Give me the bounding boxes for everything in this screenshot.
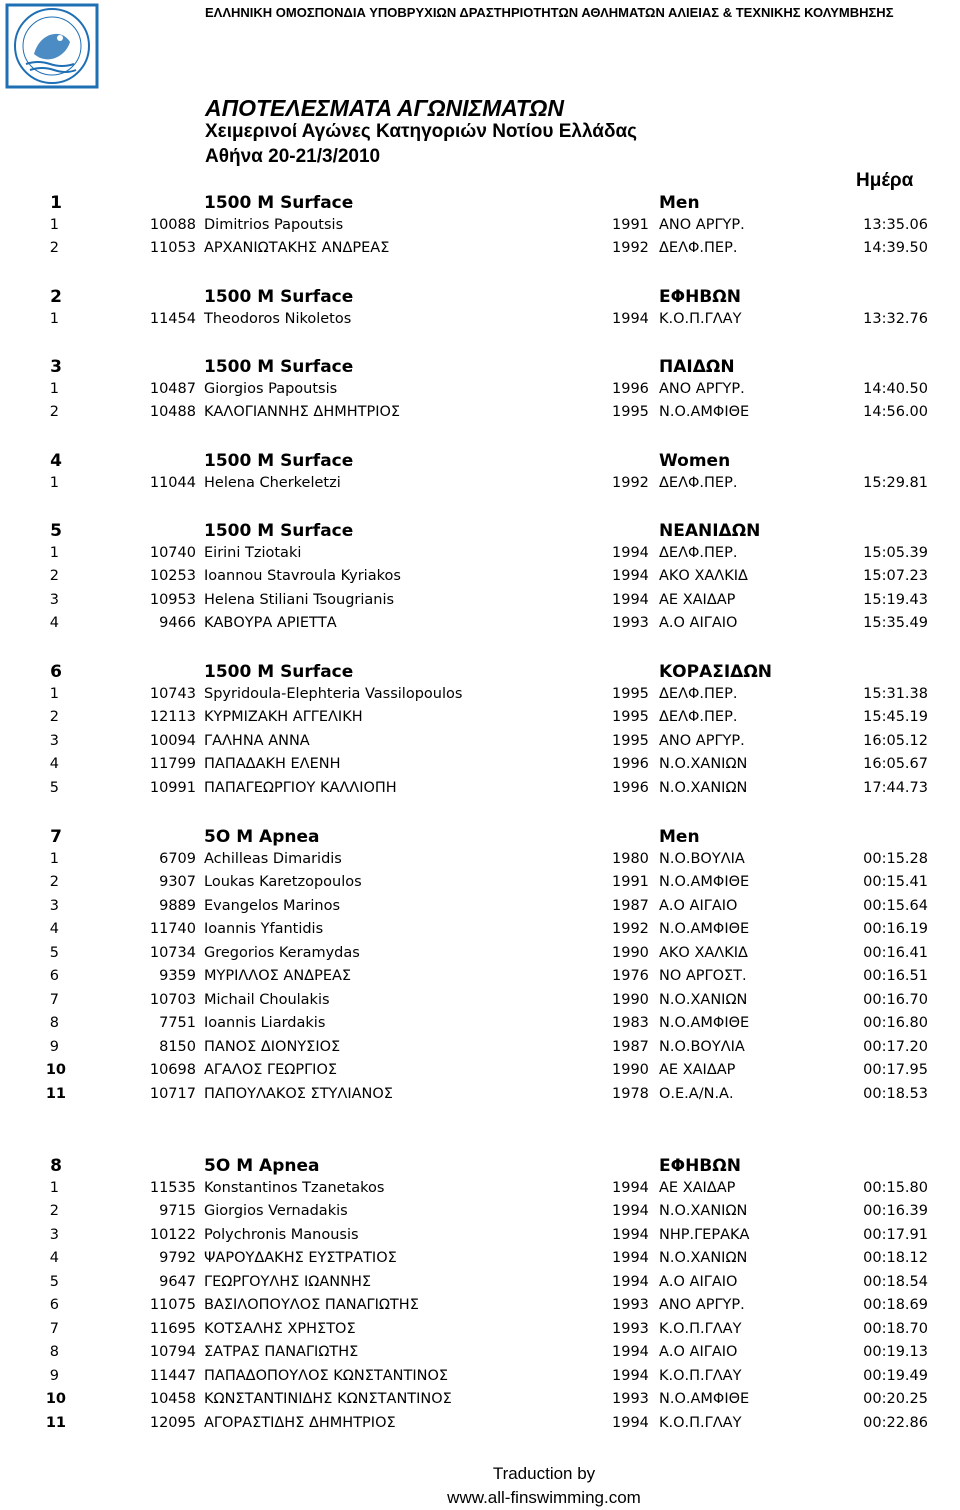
page-title: ΑΠΟΤΕΛΕΣΜΑΤΑ ΑΓΩΝΙΣΜΑΤΩΝ [205,95,564,121]
result-position: 4 [49,615,59,631]
event-category: ΕΦΗΒΩΝ [659,287,741,307]
result-year: 1995 [612,404,649,420]
event-header [0,1156,960,1178]
result-year: 1996 [612,780,649,796]
result-name: ΚΟΤΣΑΛΗΣ ΧΡΗΣΤΟΣ [204,1321,356,1337]
result-name: Loukas Karetzopoulos [204,874,362,890]
result-time: 00:18.53 [863,1086,928,1102]
event-name: 1500 M Surface [204,451,354,471]
result-year: 1994 [612,545,649,561]
result-time: 15:05.39 [863,545,928,561]
result-club: Ν.Ο.ΒΟΥΛΙΑ [659,1039,745,1055]
result-license: 7751 [159,1015,196,1031]
day-label: Ημέρα [856,170,914,191]
result-club: Ν.Ο.ΑΜΦΙΘΕ [659,1015,750,1031]
result-license: 12113 [149,709,196,725]
result-position: 6 [49,968,59,984]
event-category: Men [659,193,700,213]
result-club: ΑΕ ΧΑΙΔΑΡ [659,1062,736,1078]
result-name: ΓΕΩΡΓΟΥΛΗΣ ΙΩΑΝΝΗΣ [204,1274,372,1290]
place-value: Αθήνα 20-21/3/2010 [205,146,381,167]
result-year: 1994 [612,1344,649,1360]
event-header [0,451,960,473]
result-row [0,1368,960,1390]
result-license: 10487 [149,381,196,397]
result-year: 1994 [612,568,649,584]
result-row [0,968,960,990]
result-name: ΚΑΛΟΓΙΑΝΝΗΣ ΔΗΜΗΤΡΙΟΣ [204,404,401,420]
result-position: 1 [49,686,59,702]
result-row [0,1180,960,1202]
result-club: Κ.Ο.Π.ΓΛΑΥ [659,1321,742,1337]
result-position: 10 [45,1062,66,1078]
result-year: 1993 [612,1391,649,1407]
result-license: 8150 [159,1039,196,1055]
result-time: 15:19.43 [863,592,928,608]
result-club: Ν.Ο.ΑΜΦΙΘΕ [659,404,750,420]
result-name: ΚΥΡΜΙΖΑΚΗ ΑΓΓΕΛΙΚΗ [204,709,363,725]
result-name: ΠΑΝΟΣ ΔΙΟΝΥΣΙΟΣ [204,1039,341,1055]
result-name: ΓΑΛΗΝΑ ΑΝΝΑ [204,733,310,749]
event-number: 5 [50,521,62,541]
result-position: 11 [45,1415,66,1431]
result-license: 10953 [149,592,196,608]
result-row [0,545,960,567]
result-license: 10734 [149,945,196,961]
result-year: 1990 [612,945,649,961]
result-license: 10458 [149,1391,196,1407]
event-number: 7 [50,827,62,847]
result-name: Ioannis Liardakis [204,1015,326,1031]
result-time: 00:15.28 [863,851,928,867]
result-position: 11 [45,1086,66,1102]
result-license: 10094 [149,733,196,749]
result-name: ΚΑΒΟΥΡΑ ΑΡΙΕΤΤΑ [204,615,337,631]
result-club: Ν.Ο.ΧΑΝΙΩΝ [659,1250,748,1266]
result-name: Helena Cherkeletzi [204,475,341,491]
result-name: ΑΡΧΑΝΙΩΤΑΚΗΣ ΑΝΔΡΕΑΣ [204,240,390,256]
federation-name: ΕΛΛΗΝΙΚΗ ΟΜΟΣΠΟΝΔΙΑ ΥΠΟΒΡΥΧΙΩΝ ΔΡΑΣΤΗΡΙΟΤΗΤΩΝ ΑΘΛΗΜΑΤΩΝ ΑΛΙΕΙΑΣ & ΤΕΧΝΙΚΗΣ ΚΟΛΥΜΒΗΣΗΣ [205,5,894,20]
result-year: 1996 [612,756,649,772]
result-row [0,240,960,262]
result-license: 11075 [149,1297,196,1313]
result-position: 3 [49,733,59,749]
result-row [0,592,960,614]
result-row [0,1227,960,1249]
event-header [0,521,960,543]
result-position: 5 [49,780,59,796]
result-club: Ν.Ο.ΧΑΝΙΩΝ [659,992,748,1008]
result-license: 10740 [149,545,196,561]
result-position: 8 [49,1015,59,1031]
result-year: 1996 [612,381,649,397]
event-category: Men [659,827,700,847]
result-position: 2 [49,874,59,890]
result-club: Α.Ο ΑΙΓΑΙΟ [659,615,738,631]
result-time: 13:35.06 [863,217,928,233]
result-license: 11447 [149,1368,196,1384]
result-license: 11053 [149,240,196,256]
result-year: 1980 [612,851,649,867]
result-name: Spyridoula-Elephteria Vassilopoulos [204,686,463,702]
result-row [0,475,960,497]
result-name: Evangelos Marinos [204,898,341,914]
organizer-value: Χειμερινοί Αγώνες Κατηγοριών Νοτίου Ελλάδας [205,121,638,142]
event-category: ΚΟΡΑΣΙΔΩΝ [659,662,773,682]
result-row [0,615,960,637]
result-row [0,851,960,873]
result-row [0,217,960,239]
result-row [0,1039,960,1061]
result-name: Helena Stiliani Tsougrianis [204,592,395,608]
result-license: 9359 [159,968,196,984]
result-row [0,874,960,896]
result-license: 10488 [149,404,196,420]
event-header [0,357,960,379]
result-name: ΜΥΡΙΛΛΟΣ ΑΝΔΡΕΑΣ [204,968,352,984]
result-name: ΑΓΑΛΟΣ ΓΕΩΡΓΙΟΣ [204,1062,338,1078]
result-license: 9307 [159,874,196,890]
result-time: 00:18.70 [863,1321,928,1337]
result-position: 1 [49,381,59,397]
result-position: 7 [49,992,59,1008]
result-name: Ioannou Stavroula Kyriakos [204,568,401,584]
result-time: 00:16.70 [863,992,928,1008]
result-license: 10122 [149,1227,196,1243]
result-time: 00:16.19 [863,921,928,937]
result-license: 12095 [149,1415,196,1431]
result-name: ΑΓΟΡΑΣΤΙΔΗΣ ΔΗΜΗΤΡΙΟΣ [204,1415,396,1431]
result-row [0,1062,960,1084]
result-row [0,733,960,755]
result-position: 4 [49,756,59,772]
event-name: 5O M Apnea [204,827,320,847]
result-year: 1987 [612,1039,649,1055]
result-year: 1995 [612,709,649,725]
result-time: 00:19.49 [863,1368,928,1384]
result-name: ΨΑΡΟΥΔΑΚΗΣ ΕΥΣΤΡΑΤΙΟΣ [204,1250,397,1266]
result-year: 1991 [612,217,649,233]
result-time: 00:16.39 [863,1203,928,1219]
result-position: 1 [49,217,59,233]
result-position: 3 [49,592,59,608]
result-club: Α.Ο ΑΙΓΑΙΟ [659,1274,738,1290]
result-club: ΑΕ ΧΑΙΔΑΡ [659,1180,736,1196]
result-time: 00:17.20 [863,1039,928,1055]
result-year: 1991 [612,874,649,890]
event-header [0,287,960,309]
result-row [0,921,960,943]
result-row [0,709,960,731]
result-time: 15:35.49 [863,615,928,631]
result-license: 10253 [149,568,196,584]
result-time: 14:40.50 [863,381,928,397]
result-license: 10088 [149,217,196,233]
result-license: 11454 [149,311,196,327]
result-time: 15:07.23 [863,568,928,584]
result-row [0,686,960,708]
result-name: Konstantinos Tzanetakos [204,1180,385,1196]
result-time: 00:15.64 [863,898,928,914]
result-license: 9889 [159,898,196,914]
footer-website: www.all-finswimming.com [447,1488,641,1507]
result-license: 10717 [149,1086,196,1102]
result-license: 11044 [149,475,196,491]
result-position: 3 [49,1227,59,1243]
result-year: 1994 [612,1274,649,1290]
result-club: Κ.Ο.Π.ΓΛΑΥ [659,1368,742,1384]
result-club: Ν.Ο.ΑΜΦΙΘΕ [659,921,750,937]
result-license: 9715 [159,1203,196,1219]
result-position: 2 [49,404,59,420]
result-position: 1 [49,1180,59,1196]
result-row [0,1203,960,1225]
result-time: 00:15.41 [863,874,928,890]
result-year: 1995 [612,733,649,749]
result-name: Ioannis Yfantidis [204,921,324,937]
result-time: 00:16.80 [863,1015,928,1031]
result-license: 11740 [149,921,196,937]
result-time: 00:16.51 [863,968,928,984]
result-time: 14:39.50 [863,240,928,256]
event-header [0,193,960,215]
result-name: Gregorios Keramydas [204,945,360,961]
result-license: 9792 [159,1250,196,1266]
result-license: 11535 [149,1180,196,1196]
result-club: ΔΕΛΦ.ΠΕΡ. [659,709,738,725]
event-name: 1500 M Surface [204,357,354,377]
result-time: 16:05.12 [863,733,928,749]
event-name: 1500 M Surface [204,193,354,213]
event-category: ΠΑΙΔΩΝ [659,357,735,377]
result-club: ΔΕΛΦ.ΠΕΡ. [659,240,738,256]
result-club: Α.Ο ΑΙΓΑΙΟ [659,898,738,914]
event-header [0,662,960,684]
result-position: 1 [49,851,59,867]
result-club: ΔΕΛΦ.ΠΕΡ. [659,475,738,491]
result-club: Ν.Ο.ΑΜΦΙΘΕ [659,1391,750,1407]
result-row [0,568,960,590]
result-position: 1 [49,545,59,561]
result-license: 9647 [159,1274,196,1290]
result-year: 1995 [612,686,649,702]
result-row [0,945,960,967]
result-name: Achilleas Dimaridis [204,851,342,867]
result-year: 1993 [612,1297,649,1313]
result-year: 1978 [612,1086,649,1102]
result-name: ΠΑΠΑΔΑΚΗ ΕΛΕΝΗ [204,756,341,772]
result-position: 5 [49,945,59,961]
result-year: 1992 [612,475,649,491]
result-row [0,381,960,403]
result-year: 1992 [612,240,649,256]
event-number: 4 [50,451,62,471]
event-number: 8 [50,1156,62,1176]
result-club: ΑΚΟ ΧΑΛΚΙΔ [659,568,748,584]
result-club: ΑΝΟ ΑΡΓΥΡ. [659,381,745,397]
result-year: 1993 [612,615,649,631]
result-time: 15:29.81 [863,475,928,491]
result-name: Eirini Tziotaki [204,545,302,561]
event-header [0,827,960,849]
result-name: ΠΑΠΑΓΕΩΡΓΙΟΥ ΚΑΛΛΙΟΠΗ [204,780,397,796]
result-year: 1994 [612,1368,649,1384]
result-club: Κ.Ο.Π.ΓΛΑΥ [659,1415,742,1431]
result-position: 2 [49,1203,59,1219]
result-year: 1994 [612,1250,649,1266]
result-club: ΑΚΟ ΧΑΛΚΙΔ [659,945,748,961]
result-time: 00:18.12 [863,1250,928,1266]
event-name: 1500 M Surface [204,662,354,682]
result-year: 1987 [612,898,649,914]
result-year: 1994 [612,592,649,608]
result-position: 7 [49,1321,59,1337]
result-club: Ν.Ο.ΧΑΝΙΩΝ [659,1203,748,1219]
result-row [0,1274,960,1296]
result-time: 00:22.86 [863,1415,928,1431]
result-row [0,1415,960,1437]
result-row [0,311,960,333]
result-club: ΑΝΟ ΑΡΓΥΡ. [659,733,745,749]
result-time: 15:31.38 [863,686,928,702]
result-row [0,1250,960,1272]
result-club: Ν.Ο.ΑΜΦΙΘΕ [659,874,750,890]
result-year: 1992 [612,921,649,937]
result-name: ΚΩΝΣΤΑΝΤΙΝΙΔΗΣ ΚΩΝΣΤΑΝΤΙΝΟΣ [204,1391,452,1407]
result-time: 00:18.69 [863,1297,928,1313]
result-time: 00:17.91 [863,1227,928,1243]
result-name: Theodoros Nikoletos [204,311,352,327]
result-club: ΔΕΛΦ.ΠΕΡ. [659,686,738,702]
result-position: 9 [49,1368,59,1384]
result-row [0,898,960,920]
result-row [0,1086,960,1108]
result-time: 00:17.95 [863,1062,928,1078]
result-name: ΣΑΤΡΑΣ ΠΑΝΑΓΙΩΤΗΣ [204,1344,359,1360]
event-name: 1500 M Surface [204,287,354,307]
event-name: 1500 M Surface [204,521,354,541]
result-position: 2 [49,568,59,584]
result-position: 3 [49,898,59,914]
result-time: 00:19.13 [863,1344,928,1360]
result-license: 10703 [149,992,196,1008]
result-year: 1994 [612,1415,649,1431]
result-year: 1993 [612,1321,649,1337]
result-year: 1976 [612,968,649,984]
event-category: ΕΦΗΒΩΝ [659,1156,741,1176]
result-position: 1 [49,475,59,491]
event-number: 1 [50,193,62,213]
result-position: 2 [49,709,59,725]
result-row [0,404,960,426]
result-time: 00:20.25 [863,1391,928,1407]
result-club: Κ.Ο.Π.ΓΛΑΥ [659,311,742,327]
result-row [0,1297,960,1319]
result-time: 13:32.76 [863,311,928,327]
event-number: 2 [50,287,62,307]
result-row [0,780,960,802]
result-position: 4 [49,921,59,937]
result-club: ΑΝΟ ΑΡΓΥΡ. [659,217,745,233]
result-license: 9466 [159,615,196,631]
result-year: 1994 [612,1227,649,1243]
result-club: ΝΗΡ.ΓΕΡΑΚΑ [659,1227,750,1243]
event-name: 5O M Apnea [204,1156,320,1176]
result-name: Polychronis Manousis [204,1227,359,1243]
result-club: Ο.Ε.Α/Ν.Α. [659,1086,734,1102]
result-position: 2 [49,240,59,256]
result-name: ΒΑΣΙΛΟΠΟΥΛΟΣ ΠΑΝΑΓΙΩΤΗΣ [204,1297,419,1313]
result-time: 14:56.00 [863,404,928,420]
event-category: ΝΕΑΝΙΔΩΝ [659,521,761,541]
result-position: 6 [49,1297,59,1313]
result-name: Michail Choulakis [204,992,330,1008]
result-license: 10698 [149,1062,196,1078]
result-club: Ν.Ο.ΧΑΝΙΩΝ [659,780,748,796]
result-year: 1990 [612,992,649,1008]
result-year: 1994 [612,311,649,327]
result-name: Dimitrios Papoutsis [204,217,344,233]
result-time: 00:16.41 [863,945,928,961]
result-license: 6709 [159,851,196,867]
result-club: ΔΕΛΦ.ΠΕΡ. [659,545,738,561]
result-name: Giorgios Papoutsis [204,381,338,397]
event-number: 3 [50,357,62,377]
footer-translation-credit: Traduction by [492,1464,596,1483]
event-category: Women [659,451,731,471]
result-year: 1994 [612,1203,649,1219]
result-name: Giorgios Vernadakis [204,1203,348,1219]
result-row [0,1344,960,1366]
result-time: 17:44.73 [863,780,928,796]
result-year: 1983 [612,1015,649,1031]
result-time: 15:45.19 [863,709,928,725]
result-row [0,1015,960,1037]
result-time: 00:15.80 [863,1180,928,1196]
result-row [0,992,960,1014]
result-time: 00:18.54 [863,1274,928,1290]
result-position: 10 [45,1391,66,1407]
result-club: ΝΟ ΑΡΓΟΣΤ. [659,968,747,984]
result-position: 4 [49,1250,59,1266]
result-name: ΠΑΠΟΥΛΑΚΟΣ ΣΤΥΛΙΑΝΟΣ [204,1086,393,1102]
result-position: 5 [49,1274,59,1290]
result-name: ΠΑΠΑΔΟΠΟΥΛΟΣ ΚΩΝΣΤΑΝΤΙΝΟΣ [204,1368,449,1384]
result-club: ΑΝΟ ΑΡΓΥΡ. [659,1297,745,1313]
result-year: 1990 [612,1062,649,1078]
result-time: 16:05.67 [863,756,928,772]
result-club: Ν.Ο.ΒΟΥΛΙΑ [659,851,745,867]
result-license: 10743 [149,686,196,702]
result-license: 11695 [149,1321,196,1337]
result-license: 10794 [149,1344,196,1360]
result-club: ΑΕ ΧΑΙΔΑΡ [659,592,736,608]
result-year: 1994 [612,1180,649,1196]
result-club: Ν.Ο.ΧΑΝΙΩΝ [659,756,748,772]
footer [0,1462,960,1510]
result-position: 9 [49,1039,59,1055]
result-license: 10991 [149,780,196,796]
result-position: 8 [49,1344,59,1360]
result-club: Α.Ο ΑΙΓΑΙΟ [659,1344,738,1360]
event-number: 6 [50,662,62,682]
result-row [0,1321,960,1343]
result-row [0,756,960,778]
result-row [0,1391,960,1413]
result-position: 1 [49,311,59,327]
result-license: 11799 [149,756,196,772]
